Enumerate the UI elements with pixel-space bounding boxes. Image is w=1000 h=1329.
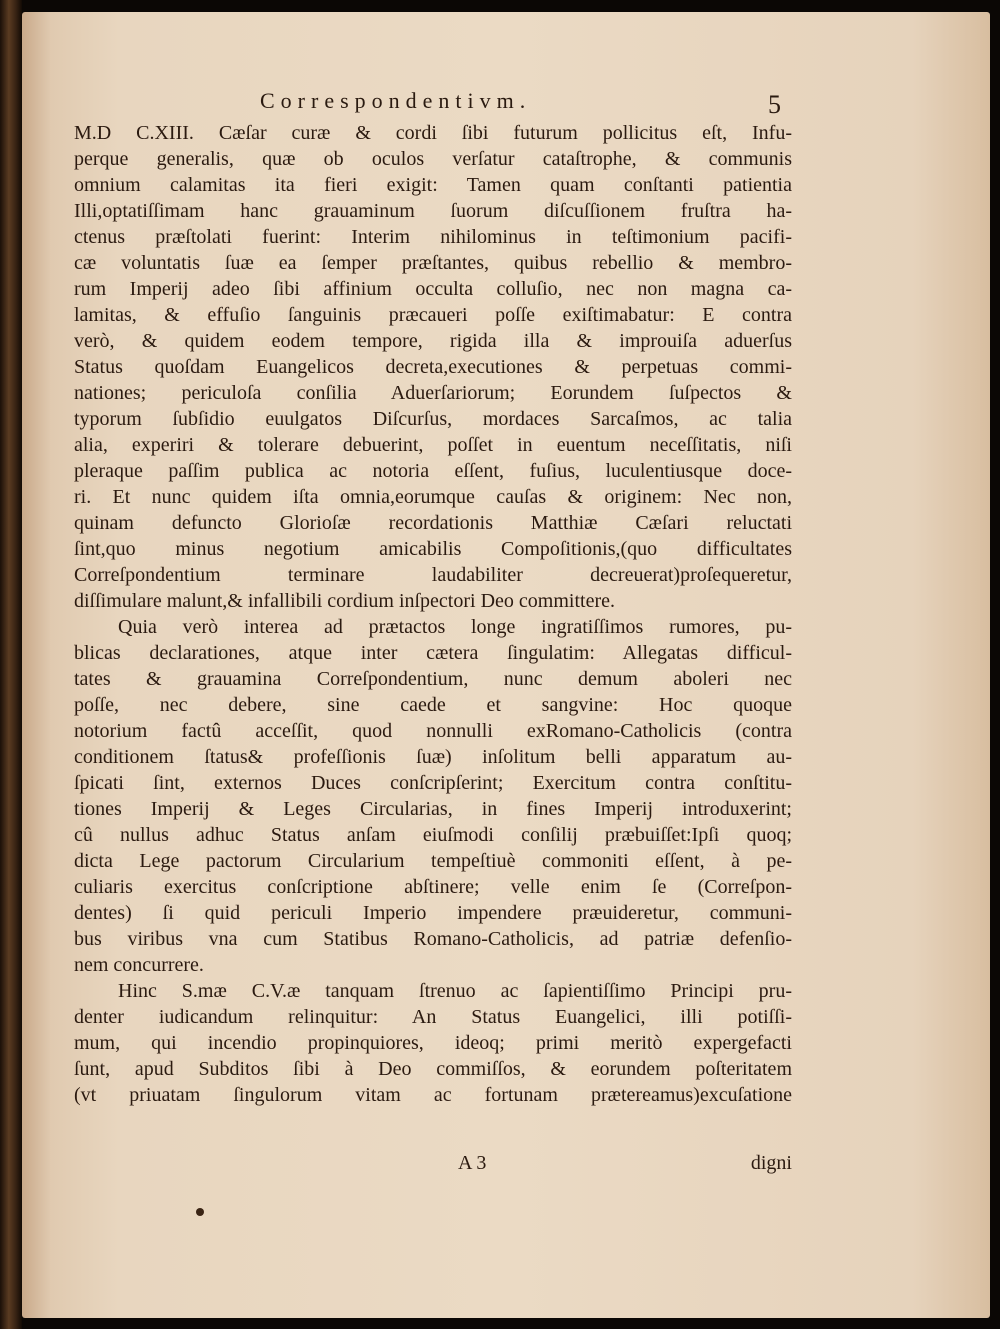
text-line: Illi,optatiſſimam hanc grauaminum ſuorum diſcuſſionem fruſtra ha-	[74, 200, 792, 222]
text-line: ctenus præſtolati fuerint: Interim nihilominus in teſtimonium pacifi-	[74, 226, 792, 248]
text-line: lamitas, & effuſio ſanguinis præcaueri poſſe exiſtimabatur: E contra	[74, 304, 792, 326]
text-line: dentes) ſi quid periculi Imperio impendere præuideretur, communi-	[74, 902, 792, 924]
text-line: nem concurrere.	[74, 954, 204, 976]
paragraph	[74, 120, 792, 614]
text-line: diſſimulare malunt,& infallibili cordium inſpectori Deo committere.	[74, 590, 615, 612]
ink-spot	[196, 1208, 204, 1216]
signature-mark: A 3	[458, 1152, 487, 1174]
text-line: Correſpondentium terminare laudabiliter decreuerat)proſequeretur,	[74, 564, 792, 586]
text-line: blicas declarationes, atque inter cætera ſingulatim: Allegatas difficul-	[74, 642, 792, 664]
running-title: Correspondentivm.	[260, 88, 532, 113]
book-binding-edge	[0, 0, 22, 1329]
text-line: poſſe, nec debere, sine caede et sangvine: Hoc quoque	[74, 694, 792, 716]
text-line: dicta Lege pactorum Circularium tempeſtiuè commoniti eſſent, à pe-	[74, 850, 792, 872]
page-number: 5	[768, 90, 781, 119]
text-line: verò, & quidem eodem tempore, rigida illa & improuiſa aduerſus	[74, 330, 792, 352]
text-line: denter iudicandum relinquitur: An Status Euangelici, illi potiſſi-	[74, 1006, 792, 1028]
text-line: cû nullus adhuc Status anſam eiuſmodi conſilij præbuiſſet:Ipſi quoq;	[74, 824, 792, 846]
text-line: M.D C.XIII. Cæſar curæ & cordi ſibi futurum pollicitus eſt, Infu-	[74, 122, 792, 144]
text-line: Status quoſdam Euangelicos decreta,executiones & perpetuas commi-	[74, 356, 792, 378]
text-line: ri. Et nunc quidem iſta omnia,eorumque cauſas & originem: Nec non,	[74, 486, 792, 508]
text-line: culiaris exercitus conſcriptione abſtinere; velle enim ſe (Correſpon-	[74, 876, 792, 898]
text-line: omnium calamitas ita fieri exigit: Tamen quam conſtanti patientia	[74, 174, 792, 196]
text-line: mum, qui incendio propinquiores, ideoq; primi meritò expergefacti	[74, 1032, 792, 1054]
paragraph	[74, 614, 792, 978]
text-line: (vt priuatam ſingulorum vitam ac fortunam prætereamus)excuſatione	[74, 1084, 792, 1106]
paragraph	[74, 978, 792, 1108]
text-line: ſunt, apud Subditos ſibi à Deo commiſſos, & eorundem poſteritatem	[74, 1058, 792, 1080]
text-line: perque generalis, quæ ob oculos verſatur cataſtrophe, & communis	[74, 148, 792, 170]
text-line: pleraque paſſim publica ac notoria eſſent, fuſius, luculentiusque doce-	[74, 460, 792, 482]
text-line: nationes; periculoſa conſilia Aduerſariorum; Eorundem ſuſpectos &	[74, 382, 792, 404]
text-line: bus viribus vna cum Statibus Romano-Catholicis, ad patriæ defenſio-	[74, 928, 792, 950]
text-line: Quia verò interea ad prætactos longe ingratiſſimos rumores, pu-	[118, 616, 792, 638]
text-line: tiones Imperij & Leges Circularias, in fines Imperij introduxerint;	[74, 798, 792, 820]
catchword: digni	[750, 1152, 792, 1174]
text-line: notorium factû acceſſit, quod nonnulli exRomano-Catholicis (contra	[74, 720, 792, 742]
text-line: alia, experiri & tolerare debuerint, poſſet in euentum neceſſitatis, niſi	[74, 434, 792, 456]
text-line: Hinc S.mæ C.V.æ tanquam ſtrenuo ac ſapientiſſimo Principi pru-	[118, 980, 792, 1002]
text-body	[74, 120, 792, 1108]
text-line: ſint,quo minus negotium amicabilis Compoſitionis,(quo difficultates	[74, 538, 792, 560]
page-footer	[74, 1152, 792, 1182]
text-line: tates & grauamina Correſpondentium, nunc demum aboleri nec	[74, 668, 792, 690]
text-line: rum Imperij adeo ſibi affinium occulta colluſio, nec non magna ca-	[74, 278, 792, 300]
text-line: quinam defuncto Glorioſæ recordationis Matthiæ Cæſari reluctati	[74, 512, 792, 534]
text-line: typorum ſubſidio euulgatos Diſcurſus, mordaces Sarcaſmos, ac talia	[74, 408, 792, 430]
text-line: conditionem ſtatus& profeſſionis ſuæ) inſolitum belli apparatum au-	[74, 746, 792, 768]
text-line: ſpicati ſint, externos Duces conſcripſerint; Exercitum contra conſtitu-	[74, 772, 792, 794]
text-line: cæ voluntatis ſuæ ea ſemper præſtantes, quibus rebellio & membro-	[74, 252, 792, 274]
